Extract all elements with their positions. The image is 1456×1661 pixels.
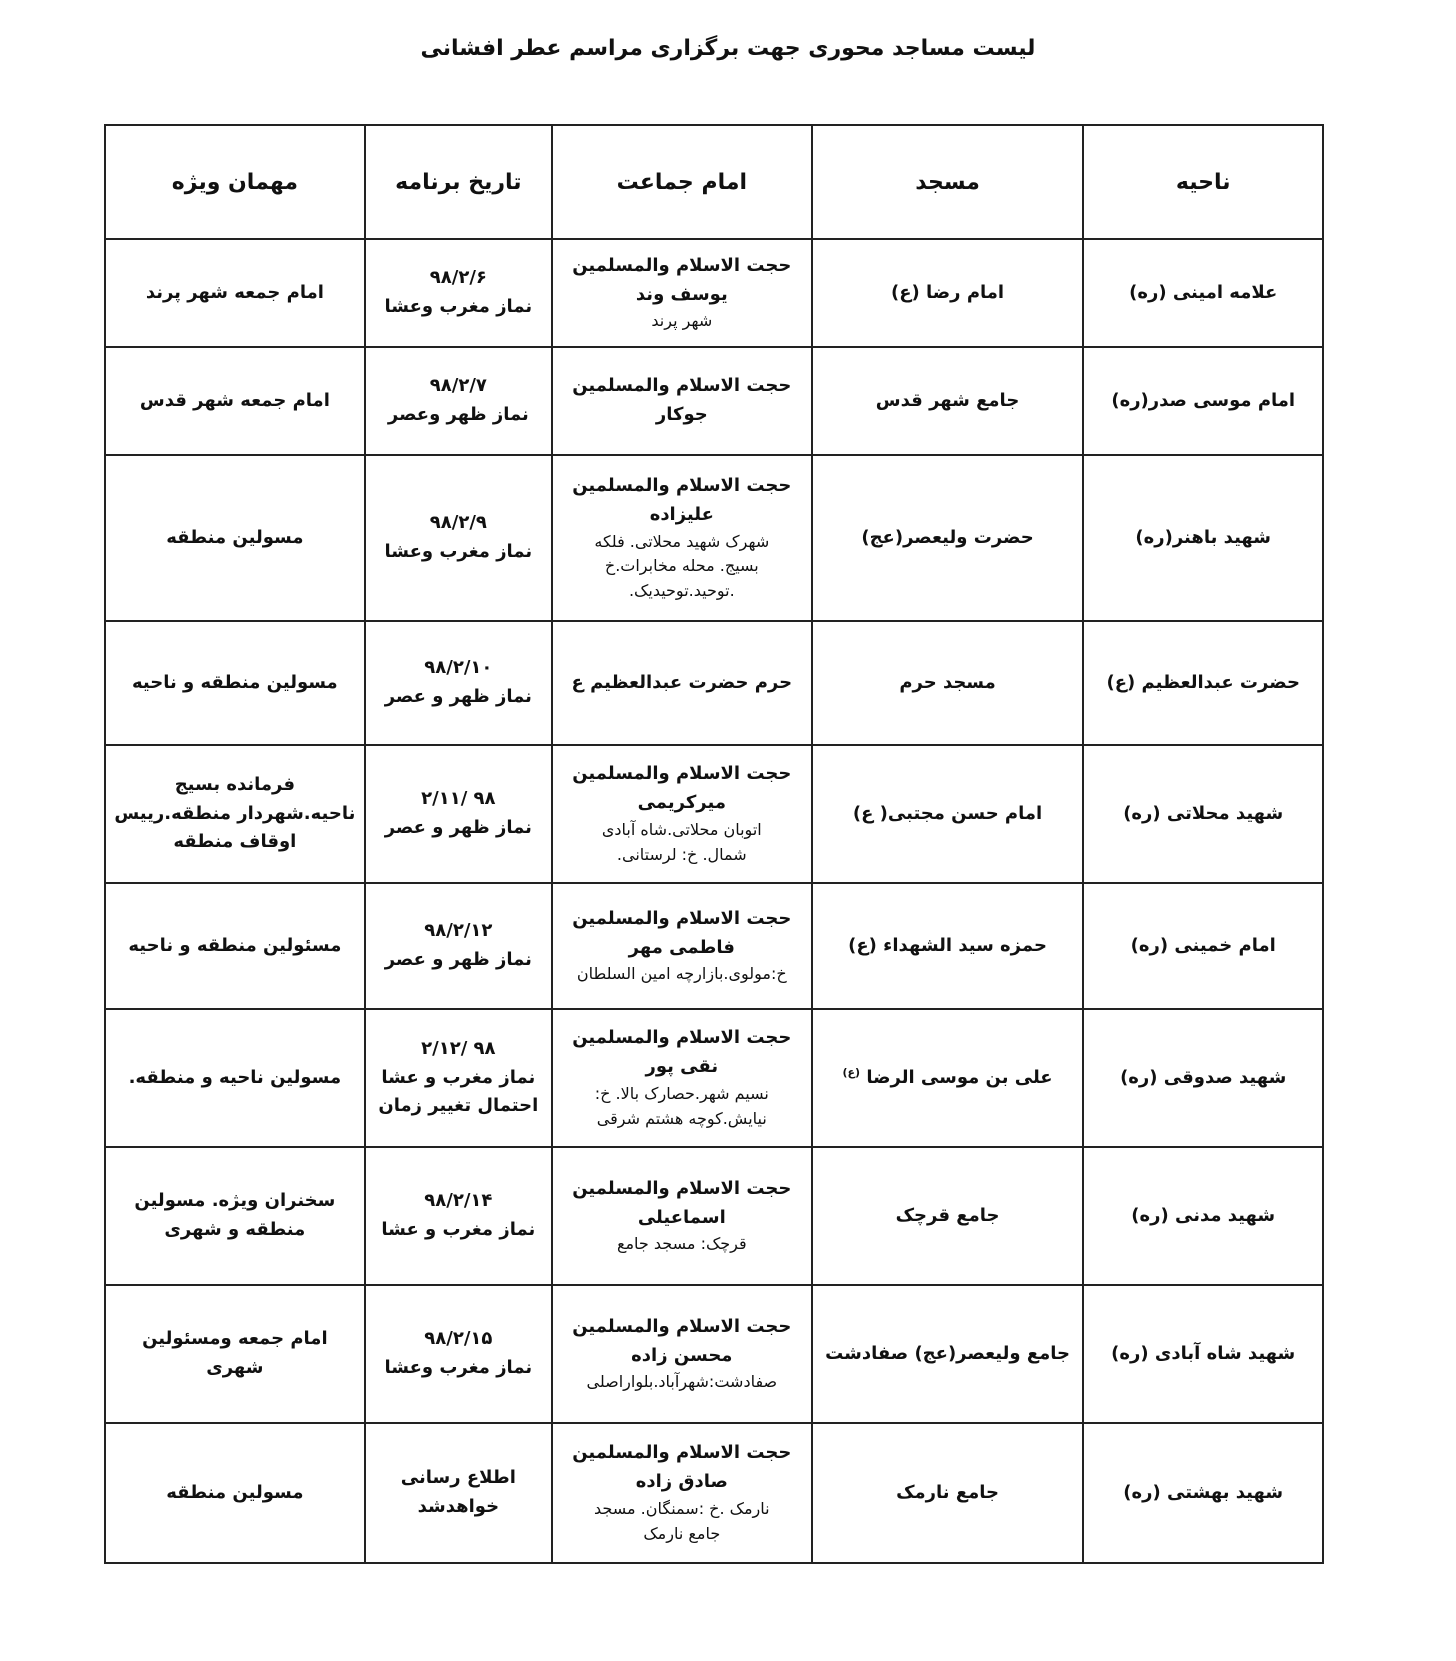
imam-name: نقی پور	[645, 1056, 719, 1078]
date-cell	[365, 745, 552, 883]
imam-title: حجت الاسلام والمسلمین	[572, 254, 792, 276]
imam-address: صفادشت:شهرآباد.بلواراصلی	[586, 1372, 778, 1392]
district-cell: علامه امینی (ره)	[1083, 239, 1323, 347]
table-row	[105, 1423, 1323, 1563]
imam-cell	[552, 347, 812, 455]
imam-address: بسیج. محله مخابرات.خ	[604, 556, 759, 576]
imam-title: حجت الاسلام والمسلمین	[572, 1442, 792, 1464]
imam-cell	[552, 1285, 812, 1423]
imam-address: خ:مولوی.بازارچه امین السلطان	[576, 964, 787, 984]
imam-address: شهرک شهید محلاتی. فلکه	[594, 531, 770, 551]
page-title: لیست مساجد محوری جهت برگزاری مراسم عطر افشانی	[420, 36, 1036, 61]
imam-address: .توحید.توحیدیک.	[628, 581, 735, 601]
date-cell	[365, 1285, 552, 1423]
district-cell: حضرت عبدالعظیم (ع)	[1083, 621, 1323, 745]
district-cell: امام موسی صدر(ره)	[1083, 347, 1323, 455]
mosque-cell: حمزه سید الشهداء (ع)	[812, 883, 1084, 1009]
header-date: تاریخ برنامه	[365, 125, 552, 239]
district-cell: شهید محلاتی (ره)	[1083, 745, 1323, 883]
program-date: اطلاع رسانی	[400, 1467, 516, 1489]
imam-address: جامع نارمک	[643, 1523, 721, 1543]
date-cell	[365, 347, 552, 455]
table-header-row	[105, 125, 1323, 239]
imam-title: حجت الاسلام والمسلمین	[572, 763, 792, 785]
district-cell: امام خمینی (ره)	[1083, 883, 1323, 1009]
imam-cell	[552, 745, 812, 883]
guest-cell: مسولین منطقه	[105, 1423, 365, 1563]
date-cell	[365, 1423, 552, 1563]
imam-name: صادق زاده	[635, 1471, 728, 1493]
imam-title: حجت الاسلام والمسلمین	[572, 375, 792, 397]
mosque-cell	[812, 1009, 1084, 1147]
imam-name: یوسف وند	[635, 283, 728, 305]
prayer-time: نماز مغرب و عشا	[381, 1066, 536, 1088]
header-district: ناحیه	[1083, 125, 1323, 239]
prayer-time: نماز مغرب و عشا	[381, 1219, 536, 1240]
imam-cell	[552, 455, 812, 621]
imam-address: قرچک: مسجد جامع	[616, 1234, 747, 1254]
program-date: ۹۸ /۲/۱۲	[421, 1037, 496, 1059]
prayer-time: نماز ظهر وعصر	[387, 404, 529, 425]
mosque-cell: جامع قرچک	[812, 1147, 1084, 1285]
imam-cell	[552, 1009, 812, 1147]
prayer-time: نماز ظهر و عصر	[384, 817, 532, 838]
program-date: ۹۸/۲/۹	[429, 512, 487, 534]
imam-name: فاطمی مهر	[628, 936, 735, 958]
imam-title: حجت الاسلام والمسلمین	[572, 1177, 792, 1199]
table-row	[105, 621, 1323, 745]
imam-address: شهر پرند	[651, 311, 713, 331]
imam-cell	[552, 239, 812, 347]
guest-cell: مسولین منطقه و ناحیه	[105, 621, 365, 745]
imam-address: نیایش.کوچه هشتم شرقی	[596, 1108, 767, 1128]
mosque-schedule-table	[104, 124, 1324, 1564]
imam-name: اسماعیلی	[637, 1206, 726, 1228]
program-date: ۹۸ /۲/۱۱	[421, 788, 496, 810]
date-cell	[365, 455, 552, 621]
guest-cell: مسولین ناحیه و منطقه.	[105, 1009, 365, 1147]
program-date: ۹۸/۲/۱۲	[424, 920, 493, 942]
header-guest: مهمان ویژه	[105, 125, 365, 239]
mosque-cell: حضرت ولیعصر(عج)	[812, 455, 1084, 621]
table-row	[105, 455, 1323, 621]
program-date: ۹۸/۲/۷	[429, 375, 487, 397]
mosque-cell: جامع شهر قدس	[812, 347, 1084, 455]
imam-title: حجت الاسلام والمسلمین	[572, 1315, 792, 1337]
table-row	[105, 1147, 1323, 1285]
date-cell	[365, 621, 552, 745]
table-row	[105, 347, 1323, 455]
table-row	[105, 1285, 1323, 1423]
guest-cell: امام جمعه ومسئولین شهری	[105, 1285, 365, 1423]
table-row	[105, 239, 1323, 347]
mosque-cell: مسجد حرم	[812, 621, 1084, 745]
guest-cell: امام جمعه شهر پرند	[105, 239, 365, 347]
mosque-cell: جامع نارمک	[812, 1423, 1084, 1563]
district-cell: شهید بهشتی (ره)	[1083, 1423, 1323, 1563]
district-cell: شهید صدوقی (ره)	[1083, 1009, 1323, 1147]
date-cell	[365, 883, 552, 1009]
mosque-cell: امام رضا (ع)	[812, 239, 1084, 347]
imam-title: حرم حضرت عبدالعظیم ع	[571, 671, 793, 693]
date-cell	[365, 1147, 552, 1285]
table-row	[105, 1009, 1323, 1147]
imam-name: جوکار	[655, 404, 708, 425]
imam-cell	[552, 1147, 812, 1285]
program-date: ۹۸/۲/۱۴	[424, 1190, 493, 1212]
imam-cell	[552, 883, 812, 1009]
header-imam: امام جماعت	[552, 125, 812, 239]
prayer-time: خواهدشد	[417, 1496, 500, 1517]
date-cell	[365, 1009, 552, 1147]
program-date: ۹۸/۲/۶	[429, 267, 487, 289]
schedule-note: احتمال تغییر زمان	[378, 1095, 539, 1117]
guest-cell: سخنران ویژه. مسولین منطقه و شهری	[105, 1147, 365, 1285]
imam-title: حجت الاسلام والمسلمین	[572, 475, 792, 496]
district-cell: شهید شاه آبادی (ره)	[1083, 1285, 1323, 1423]
header-mosque: مسجد	[812, 125, 1084, 239]
imam-address: نسیم شهر.حصارک بالا. خ:	[594, 1084, 769, 1103]
imam-cell	[552, 1423, 812, 1563]
guest-cell: فرمانده بسیج ناحیه.شهردار منطقه.رییس اوقاف منطقه	[105, 745, 365, 883]
imam-cell	[552, 621, 812, 745]
prayer-time: نماز مغرب وعشا	[384, 541, 533, 562]
guest-cell: امام جمعه شهر قدس	[105, 347, 365, 455]
prayer-time: نماز ظهر و عصر	[384, 686, 532, 707]
date-cell	[365, 239, 552, 347]
imam-name: میرکریمی	[637, 792, 726, 814]
mosque-cell: امام حسن مجتبی( ع)	[812, 745, 1084, 883]
prayer-time: نماز ظهر و عصر	[384, 949, 532, 970]
mosque-honorific: (ع)	[842, 1065, 861, 1079]
imam-title: حجت الاسلام والمسلمین	[572, 907, 792, 929]
program-date: ۹۸/۲/۱۵	[424, 1328, 493, 1350]
imam-title: حجت الاسلام والمسلمین	[572, 1027, 792, 1049]
prayer-time: نماز مغرب وعشا	[384, 1357, 533, 1378]
mosque-name: علی بن موسی الرضا	[866, 1066, 1053, 1088]
table-row	[105, 883, 1323, 1009]
imam-address: شمال. خ: لرستانی.	[616, 844, 747, 864]
guest-cell: مسولین منطقه	[105, 455, 365, 621]
imam-address: نارمک .خ :سمنگان. مسجد	[594, 1499, 770, 1518]
program-date: ۹۸/۲/۱۰	[424, 657, 493, 679]
district-cell: شهید مدنی (ره)	[1083, 1147, 1323, 1285]
prayer-time: نماز مغرب وعشا	[384, 296, 533, 317]
district-cell: شهید باهنر(ره)	[1083, 455, 1323, 621]
mosque-cell: جامع ولیعصر(عج) صفادشت	[812, 1285, 1084, 1423]
imam-address: اتوبان محلاتی.شاه آبادی	[601, 820, 762, 839]
guest-cell: مسئولین منطقه و ناحیه	[105, 883, 365, 1009]
imam-name: محسن زاده	[631, 1344, 733, 1366]
table-row	[105, 745, 1323, 883]
imam-name: علیزاده	[649, 503, 714, 525]
